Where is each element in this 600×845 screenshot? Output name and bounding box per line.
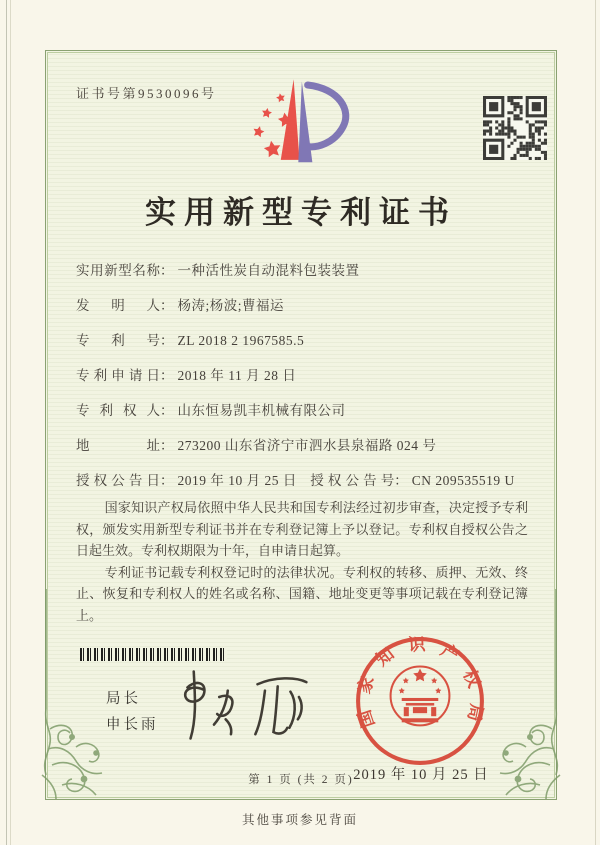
field-label: 授权公告日 — [76, 473, 160, 488]
field-colon: ： — [160, 263, 174, 278]
grant-number-pair — [310, 473, 515, 488]
field-value: 2018 年 11 月 28 日 — [177, 368, 297, 383]
field-colon: ： — [160, 403, 174, 418]
scan-edge-line — [595, 0, 596, 845]
qr-code — [483, 96, 547, 160]
field-colon: ： — [160, 473, 174, 488]
field-label: 发明人 — [76, 298, 160, 313]
field-row-patentee — [76, 399, 530, 419]
certificate-frame — [45, 50, 557, 800]
official-seal — [352, 633, 488, 769]
field-label: 授权公告号 — [310, 473, 395, 488]
field-colon: ： — [160, 438, 174, 453]
seal-date: 2019 年 10 月 25 日 — [353, 767, 489, 783]
certificate-title: 实用新型专利证书 — [145, 195, 457, 230]
back-note: 其他事项参见背面 — [241, 813, 358, 827]
field-value: 2019 年 10 月 25 日 — [177, 473, 297, 488]
director-title: 局长 — [106, 691, 141, 707]
scan-edge-line — [10, 0, 11, 845]
director-signature-icon — [164, 663, 334, 748]
field-label: 专利申请日 — [76, 368, 160, 383]
cnipa-logo-icon — [249, 71, 357, 181]
national-emblem-icon — [391, 666, 450, 725]
field-colon: ： — [394, 473, 408, 488]
field-label: 实用新型名称 — [76, 263, 160, 278]
scan-edge-line — [6, 0, 7, 845]
field-label: 专利权人 — [76, 403, 160, 418]
field-row-patent-number — [76, 329, 530, 349]
page-number: 第 1 页 (共 2 页) — [248, 774, 354, 786]
seal-ring-text: 国家知识产权局 — [354, 634, 487, 730]
field-colon: ： — [160, 368, 174, 383]
director-name: 申长雨 — [106, 717, 159, 733]
field-value: 杨涛;杨波;曹福运 — [177, 298, 285, 313]
field-row-name — [76, 259, 530, 279]
certificate-number: 证书号第9530096号 — [76, 86, 217, 101]
field-row-inventors — [76, 294, 530, 314]
field-value: 一种活性炭自动混料包装装置 — [177, 263, 360, 278]
field-row-filing-date — [76, 364, 530, 384]
field-label: 专利号 — [76, 333, 160, 348]
corner-flourish-icon — [32, 589, 112, 801]
field-row-address — [76, 434, 530, 454]
field-value: 273200 山东省济宁市泗水县泉福路 024 号 — [177, 438, 437, 453]
field-value: CN 209535519 U — [411, 473, 515, 488]
field-colon: ： — [160, 333, 174, 348]
legal-paragraph-2: 专利证书记载专利权登记时的法律状况。专利权的转移、质押、无效、终止、恢复和专利权人的姓名或名称、国籍、地址变更等事项记载在专利登记簿上。 — [76, 564, 528, 623]
legal-paragraph-1: 国家知识产权局依照中华人民共和国专利法经过初步审查，决定授予专利权，颁发实用新型专利证书并在专利登记簿上予以登记。专利权自授权公告之日起生效。专利权期限为十年，自申请日起算。 — [76, 500, 528, 558]
svg-text:国家知识产权局 — [354, 635, 487, 730]
legal-text — [76, 497, 528, 626]
field-colon: ： — [160, 298, 174, 313]
field-row-grant — [76, 469, 530, 489]
field-value: 山东恒易凯丰机械有限公司 — [177, 403, 346, 418]
field-label: 地址 — [76, 438, 160, 453]
field-value: ZL 2018 2 1967585.5 — [177, 333, 305, 348]
grant-date-pair — [76, 473, 297, 488]
